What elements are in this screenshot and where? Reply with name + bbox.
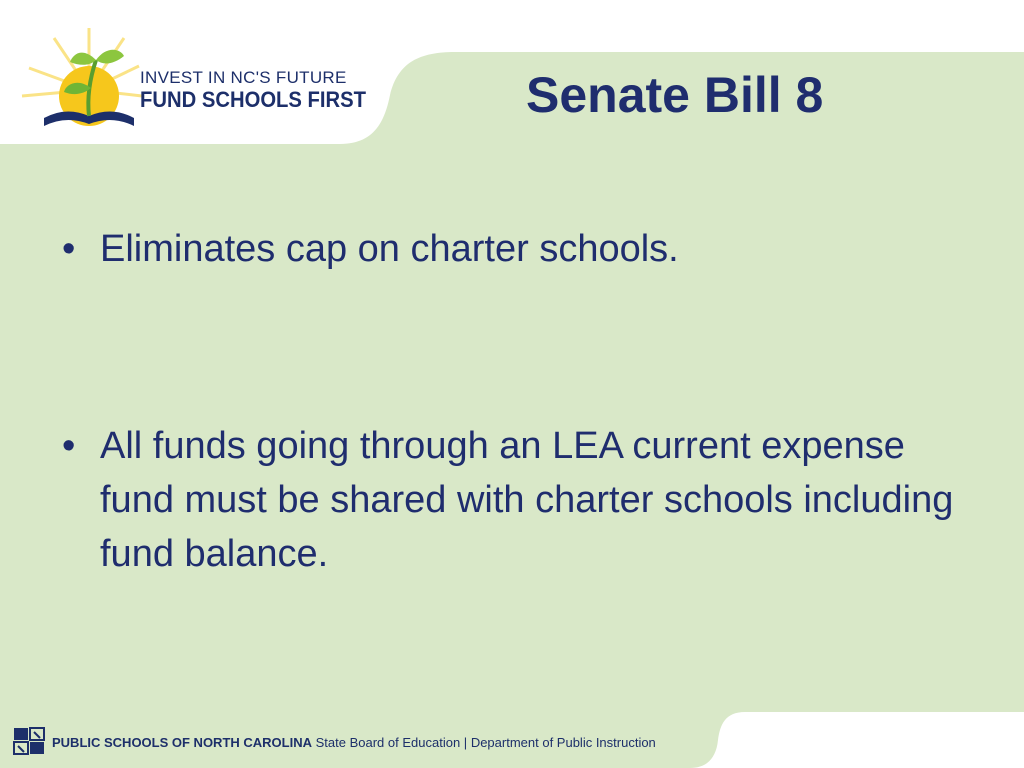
logo-tagline: INVEST IN NC'S FUTURE — [140, 68, 347, 87]
logo-name: FUND SCHOOLS FIRST — [140, 87, 367, 112]
nc-state-seal-icon — [12, 726, 48, 756]
bullet-marker: • — [62, 228, 76, 270]
footer-org: PUBLIC SCHOOLS OF NORTH CAROLINA — [52, 735, 312, 750]
bullet-marker: • — [62, 425, 76, 467]
bullet-text: All funds going through an LEA current expense fund must be shared with charter schools including fund balance. — [100, 425, 954, 575]
footer-board: State Board of Education — [315, 735, 461, 750]
sprout-sun-book-icon — [14, 18, 144, 133]
footer-separator: | — [463, 735, 468, 750]
bullet-text: Eliminates cap on charter schools. — [100, 228, 679, 270]
slide-title: Senate Bill 8 — [526, 67, 824, 123]
footer-dept: Department of Public Instruction — [470, 735, 656, 750]
footer-text — [52, 735, 656, 750]
fund-schools-first-logo — [14, 18, 367, 138]
